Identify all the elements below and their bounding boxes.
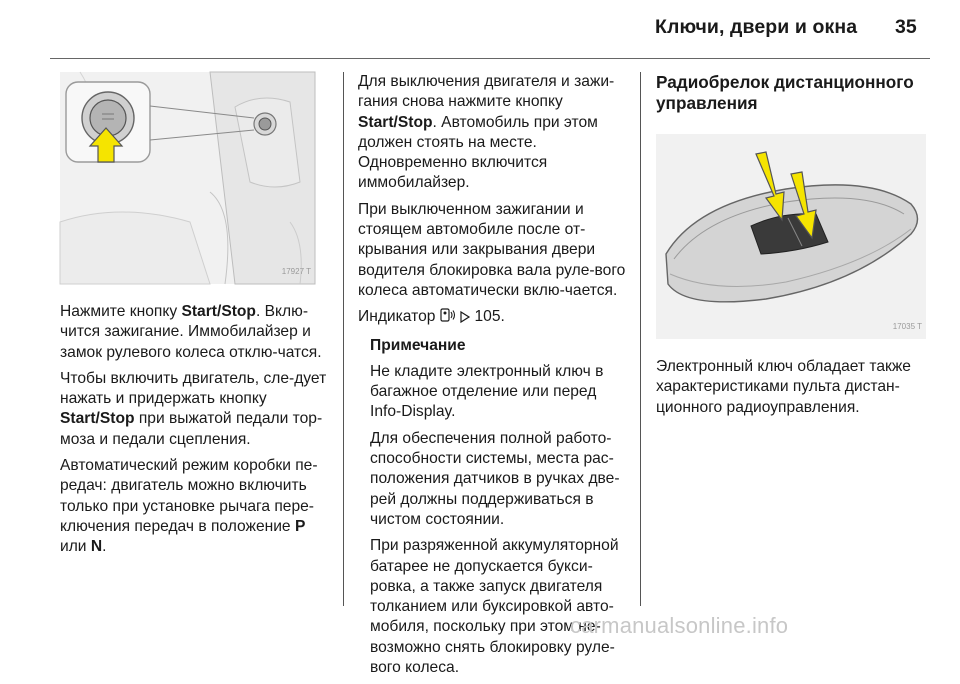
start-stop-button-illustration xyxy=(60,72,315,284)
paragraph: Электронный ключ обладает также характеристиками пульта дистан-ционного радиоуправления. xyxy=(656,358,911,416)
remote-key-illustration xyxy=(656,134,926,339)
page-reference-icon xyxy=(460,309,470,329)
header-divider xyxy=(50,58,930,59)
watermark: carmanualsonline.info xyxy=(570,613,789,638)
dashboard-drawing xyxy=(60,72,315,284)
paragraph: Автоматический режим коробки пе-редач: двигатель можно включить только при установке рычага пере-ключения передач в положение P или N. xyxy=(60,457,318,556)
page-number: 35 xyxy=(895,16,917,38)
note-title: Примечание xyxy=(370,336,466,354)
column-divider-2 xyxy=(640,72,641,606)
key-indicator-icon xyxy=(440,308,456,329)
page-title: Ключи, двери и окна xyxy=(655,16,858,38)
section-heading: Радиобрелок дистанционного управления xyxy=(656,72,914,113)
paragraph: Чтобы включить двигатель, сле-дует нажать и придержать кнопку Start/Stop при выжатой педали тор-моза и педали сцепления. xyxy=(60,369,327,448)
figure-code: 17035 T xyxy=(892,321,922,331)
note-paragraph: Не кладите электронный ключ в багажное отделение или перед Info-Display. xyxy=(370,362,604,421)
paragraph: При выключенном зажигании и стоящем автомобиле после от-крывания или закрывания двери водителя блокировка вала руле-вого колеса автоматически вклю-чается. xyxy=(358,200,626,299)
column-2 xyxy=(358,72,628,684)
figure-code: 17927 T xyxy=(281,266,311,276)
column-divider-1 xyxy=(343,72,344,606)
page-header xyxy=(0,0,960,62)
note-paragraph: Для обеспечения полной работо-способности системы, места рас-положения датчиков в ручках две-рей должны поддерживаться в чистом состоянии. xyxy=(370,429,620,528)
key-fob-drawing xyxy=(656,134,926,339)
paragraph: Для выключения двигателя и зажи-гания снова нажмите кнопку Start/Stop. Автомобиль при этом должен стоять на месте. Одновременно включится иммобилайзер. xyxy=(358,73,615,192)
column-1 xyxy=(60,72,332,564)
note-paragraph: При разряженной аккумуляторной батарее не допускается букси-ровка, а также запуск двигателя толканием или буксировкой авто-мобиля, поскольку при этом не-возможно снять блокировку руле-вого колеса. xyxy=(370,537,619,677)
column-3 xyxy=(656,72,926,424)
indicator-line: Индикатор 105. xyxy=(358,307,628,329)
paragraph: Нажмите кнопку Start/Stop. Вклю-чится зажигание. Иммобилайзер и замок рулевого колеса отклю-чатся. xyxy=(60,303,322,361)
